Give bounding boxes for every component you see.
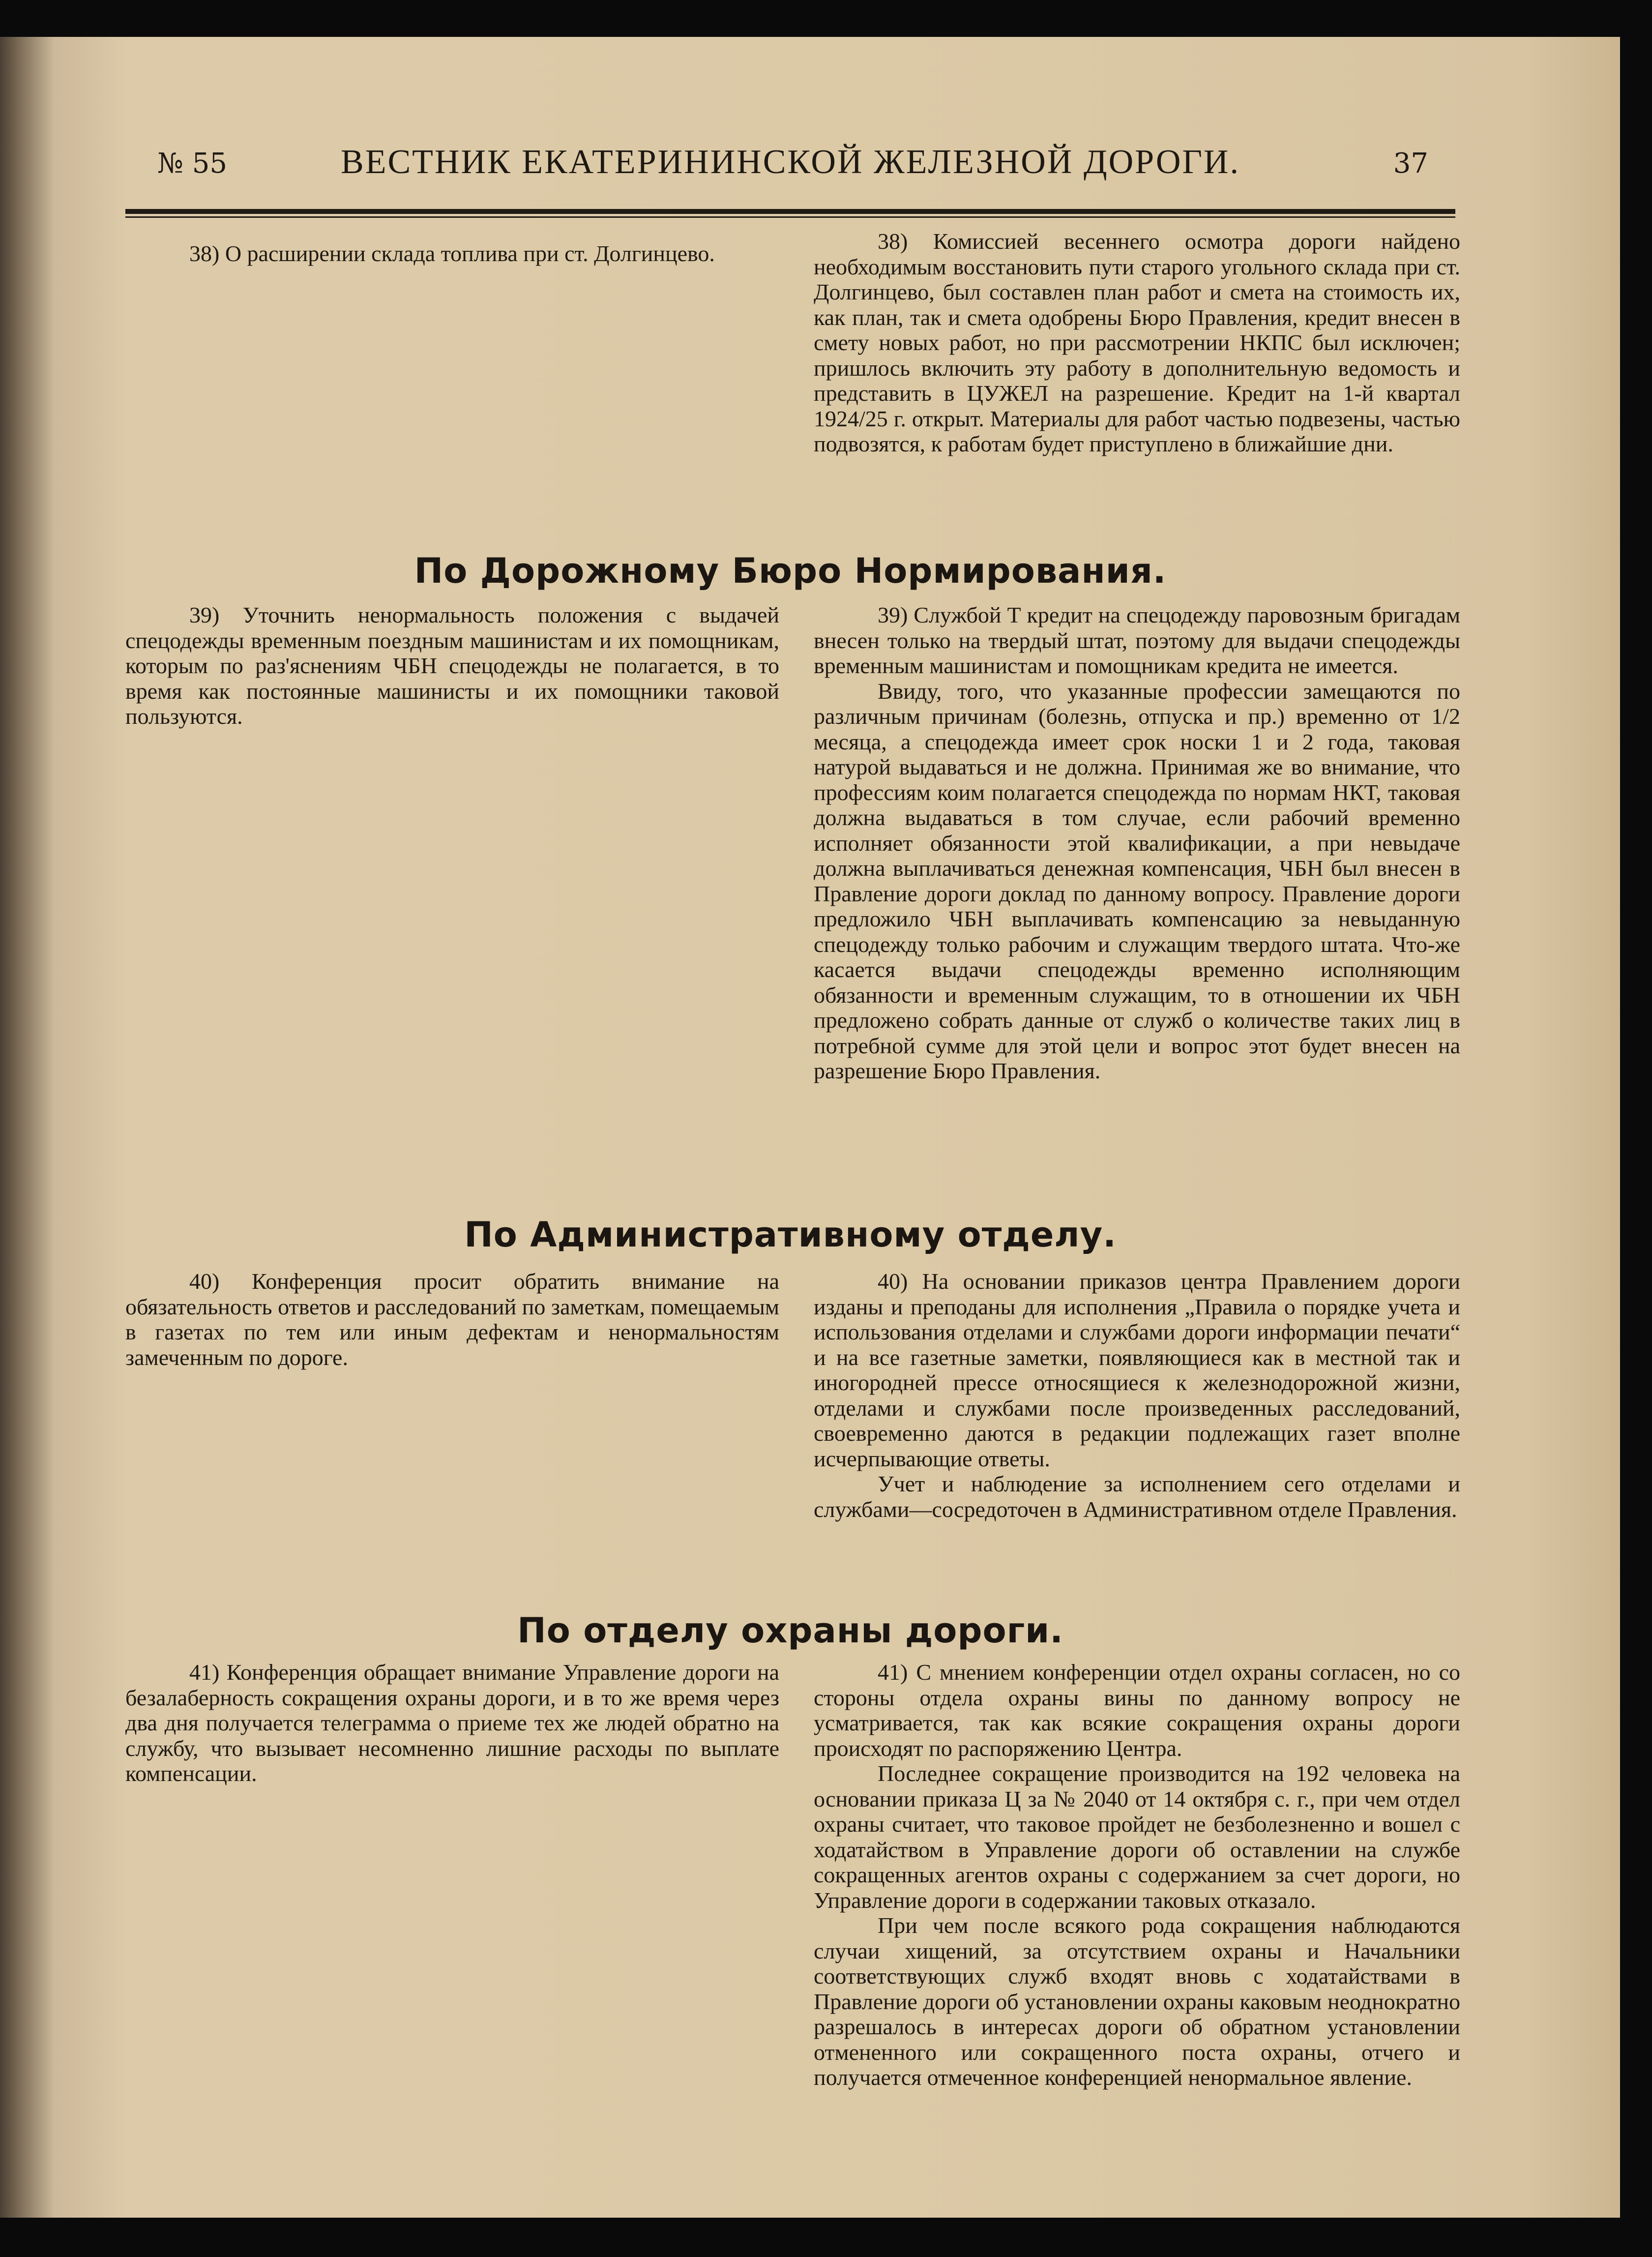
- item-40-answer-p2: Учет и наблюдение за исполнением сего отделами и службами—сосредоточен в Административном отделе Правления.: [814, 1471, 1460, 1522]
- item-38-answer-text: 38) Комиссией весеннего осмотра дороги найдено необходимым восстановить пути старого угольного склада при ст. Долгинцево, был составлен план работ и смета на стоимость их, как план, так и смета одобрены Бюро Правления, кредит внесен в смету новых работ, но при рассмотрении НКПС был исключен; пришлось включить эту работу в дополнительную ведомость и представить в ЦУЖЕЛ на разрешение. Кредит на 1-й квартал 1924/25 г. открыт. Материалы для работ частью подвезены, частью подвозятся, к работам будет приступлено в ближайшие дни.: [814, 229, 1460, 456]
- publication-title: ВЕСТНИК ЕКАТЕРИНИНСКОЙ ЖЕЛЕЗНОЙ ДОРОГИ.: [341, 143, 1240, 181]
- item-41-answer-p2: Последнее сокращение производится на 192 человека на основании приказа Ц за № 2040 от 14 октября с. г., при чем отдел охраны считает, что таковое пройдет не безболезненно и вошел с ходатайством в Управление дороги об оставлении на службе сокращенных агентов охраны с содержанием за счет дороги, но Управление дороги в содержании таковых отказало.: [814, 1761, 1460, 1913]
- item-39-answer-p1: 39) Службой Т кредит на спецодежду паровозным бригадам внесен только на твердый штат, поэтому для выдачи спецодежды временным машинистам и помощникам кредита не имеется.: [814, 602, 1460, 678]
- issue-number: № 55: [157, 148, 228, 179]
- header-rule-thin: [125, 216, 1455, 218]
- page-number: 37: [1393, 148, 1428, 179]
- item-41-question-text: 41) Конференция обращает внимание Управление дороги на безалаберность сокращения охраны дороги, и в то же время через два дня получается телеграмма о приеме тех же людей обратно на службу, что вызывает несомненно лишние расходы по выплате компенсации.: [125, 1660, 779, 1786]
- item-38-answer: [814, 229, 1460, 457]
- item-39-question: [125, 602, 779, 729]
- item-41-answer-p3: При чем после всякого рода сокращения наблюдаются случаи хищений, за отсутствием охраны и Начальники соответствующих служб входят вновь с ходатайствами в Правление дороги об установлении охраны каковым неоднократно разрешалось в интересах дороги об обратном установлении отмененного или сокращенного поста охраны, отчего и получается отмеченное конференцией ненормальное явление.: [814, 1913, 1460, 2090]
- item-41-question: [125, 1660, 779, 1786]
- item-40-answer: [814, 1269, 1460, 1522]
- item-41-answer: [814, 1660, 1460, 2090]
- newspaper-page: [0, 37, 1620, 2218]
- section-heading-guard: По отделу охраны дороги.: [517, 1610, 1063, 1651]
- item-39-answer-p2: Ввиду, того, что указанные профессии замещаются по различным причинам (болезнь, отпуска и пр.) временно от 1/2 месяца, а спецодежда имеет срок носки 1 и 2 года, таковая натурой выдаваться и не должна. Принимая же во внимание, что профессиям коим полагается спецодежда по нормам НКТ, таковая должна выдаваться в том случае, если рабочий временно исполняет обязанности этой квалификации, а при невыдаче должна выплачиваться денежная компенсация, ЧБН был внесен в Правление дороги доклад по данному вопросу. Правление дороги предложило ЧБН выплачивать компенсацию за невыданную спецодежду только рабочим и служащим твердого штата. Что-же касается выдачи спецодежды временно исполняющим обязанности и временным служащим, то в отношении их ЧБН предложено собрать данные от служб о количестве таких лиц в потребной сумме для этой цели и вопрос этот будет внесен на разрешение Бюро Правления.: [814, 678, 1460, 1083]
- item-41-answer-p1: 41) С мнением конференции отдел охраны согласен, но со стороны отдела охраны вины по данному вопросу не усматривается, так как всякие сокращения охраны дороги происходят по распоряжению Центра.: [814, 1660, 1460, 1761]
- item-38-question: [125, 241, 779, 267]
- item-40-question: [125, 1269, 779, 1370]
- item-39-question-text: 39) Уточнить ненормальность положения с выдачей спецодежды временным поездным машинистам и их помощникам, которым по раз'яснениям ЧБН спецодежды не полагается, в то время как постоянные машинисты и их помощники таковой пользуются.: [125, 602, 779, 729]
- item-39-answer: [814, 602, 1460, 1084]
- item-40-answer-p1: 40) На основании приказов центра Правлением дороги изданы и преподаны для исполнения „Правила о порядке учета и использования отделами и службами дороги информации печати“ и на все газетные заметки, появляющиеся как в местной так и иногородней прессе относящиеся к железнодорожной жизни, отделами и службами после произведенных расследований, своевременно даются в редакции подлежащих газет вполне исчерпывающие ответы.: [814, 1269, 1460, 1471]
- page-header: [125, 138, 1455, 192]
- section-heading-administrative: По Административному отделу.: [464, 1215, 1117, 1255]
- item-38-question-text: 38) О расширении склада топлива при ст. Долгинцево.: [189, 241, 715, 266]
- header-rule-thick: [125, 209, 1455, 214]
- section-heading-norming-bureau: По Дорожному Бюро Нормирования.: [414, 551, 1167, 591]
- item-40-question-text: 40) Конференция просит обратить внимание на обязательность ответов и расследований по заметкам, помещаемым в газетах по тем или иным дефектам и ненормальностям замеченным по дороге.: [125, 1269, 779, 1370]
